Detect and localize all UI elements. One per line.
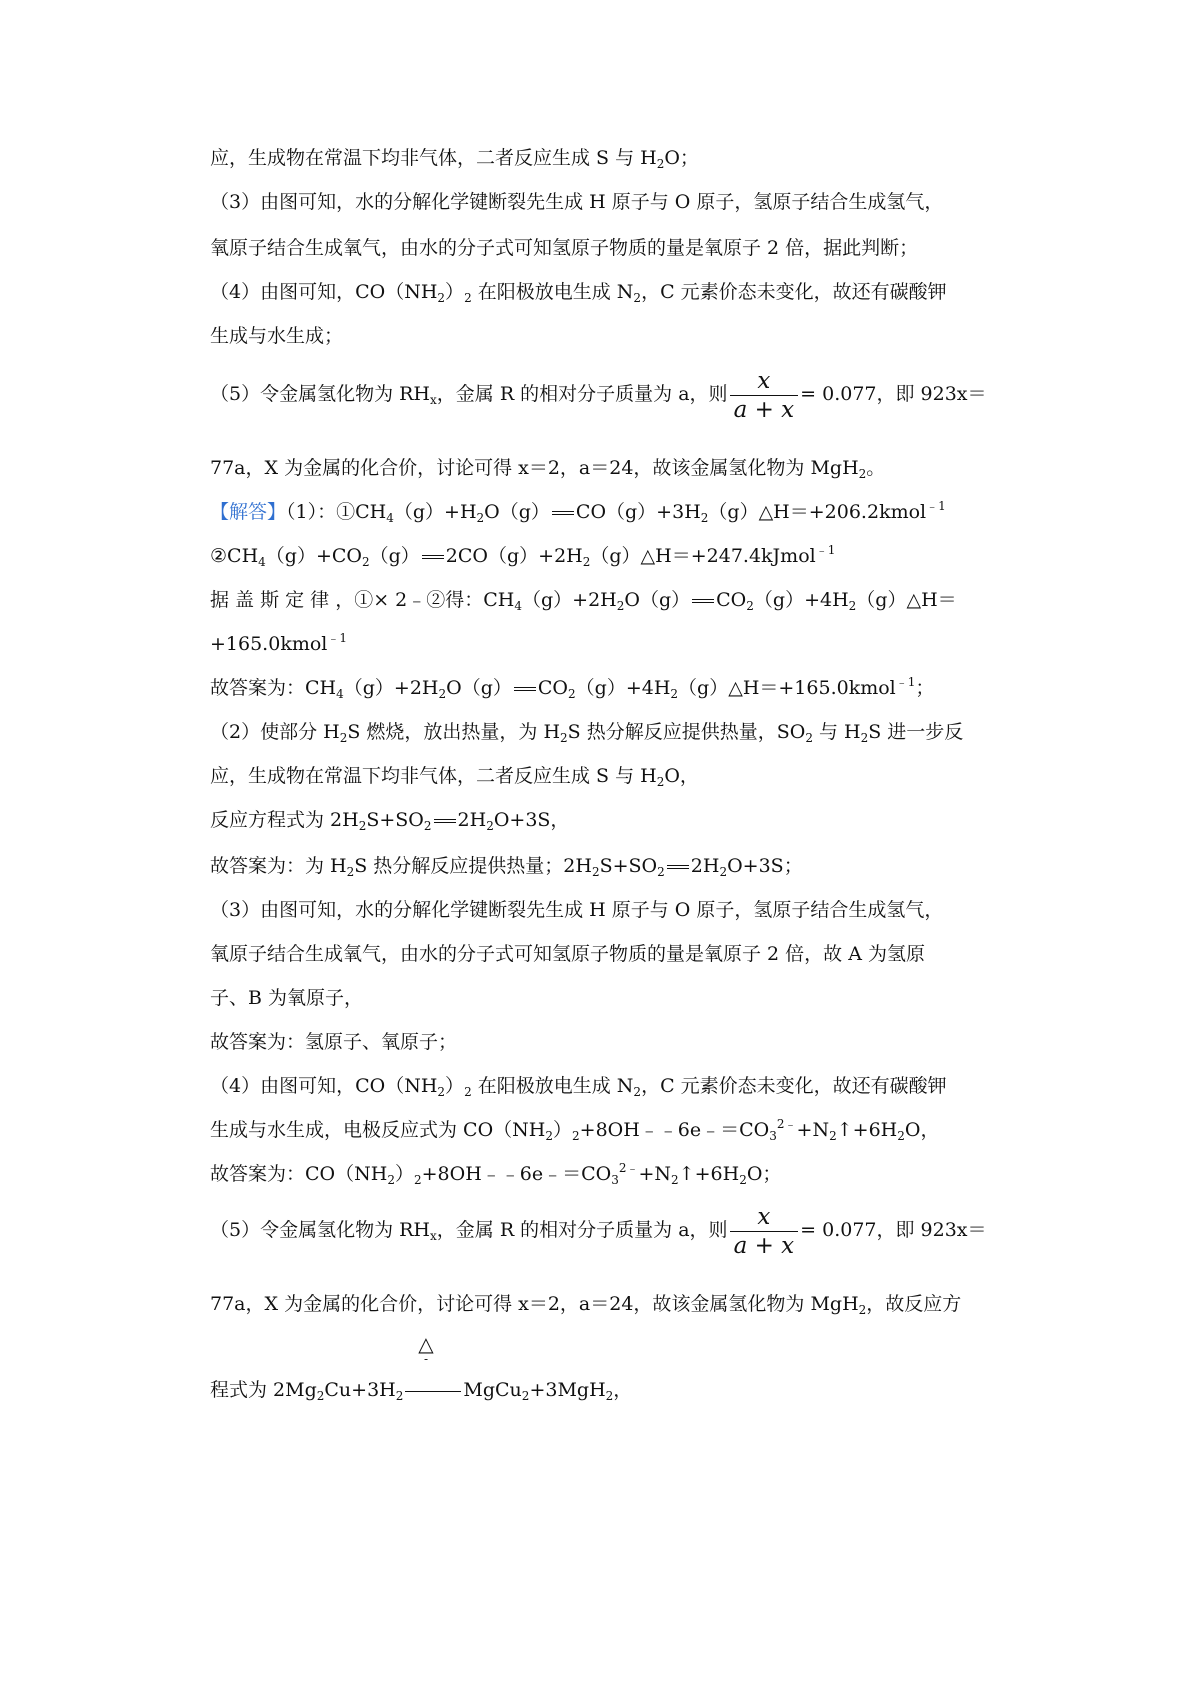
text-line: （2）使部分 $H_2S$ 燃烧，放出热量，为 $H_2S$ 热分解反应提供热量，$SO_2$ 与 $H_2S$ 进一步反 <box>210 721 964 745</box>
text-line: 故答案为：$CO(NH_2)_2+8OH﹣﹣6e﹣=CO_3^{2﹣}+N_2↑+6H_2O$； <box>210 1161 782 1187</box>
fraction-line: （5）令金属氢化物为 $RH_x$，金属 R 的相对分子质量为 a，则 $\frac{x}{a + x}$ = 0.077，即 923x＝ <box>210 1203 987 1259</box>
text-line: 生成与水生成； <box>210 325 344 347</box>
equals-sign <box>667 865 689 869</box>
equals-sign <box>514 687 536 691</box>
text-line: 故答案为：$CH_4(g)+2H_2O(g)$ $CO_2(g)+4H_2(g)\triangle H=+165.0kmol^{﹣1}$； <box>210 675 935 701</box>
text-line: +165.0kmol$^{﹣1}$ <box>210 631 347 655</box>
text-line: 氧原子结合生成氧气，由水的分子式可知氢原子物质的量是氧原子 2 倍，据此判断； <box>210 237 919 259</box>
text-line: 应，生成物在常温下均非气体，二者反应生成 S 与 $H_2O$， <box>210 765 699 789</box>
text-line: 故答案为：氢原子、氧原子； <box>210 1031 458 1053</box>
text-line: 反应方程式为 $2H_2S+SO_2$ $2H_2O+3S$， <box>210 809 570 833</box>
text-line: 程式为 $2Mg_2Cu+3H_2$ MgCu$_2$+3MgH$_2$， <box>210 1379 633 1403</box>
answer-tag: 【解答】 <box>210 501 287 523</box>
fraction-line: （5）令金属氢化物为 $RH_x$，金属 R 的相对分子质量为 a，则 $\frac{x}{a + x}$ = 0.077，即 923x＝ <box>210 367 987 423</box>
text-line: （3）由图可知，水的分解化学键断裂先生成 H 原子与 O 原子，氢原子结合生成氢气， <box>210 899 944 921</box>
text-line: 故答案为：为 $H_2S$ 热分解反应提供热量；$2H_2S+SO_2$ $2H_2O+3S$； <box>210 855 803 879</box>
equals-sign <box>434 819 456 823</box>
equals-sign <box>422 555 444 559</box>
fraction: $\frac{x}{a + x}$ <box>730 367 799 424</box>
text-line: 氧原子结合生成氧气，由水的分子式可知氢原子物质的量是氧原子 2 倍，故 A 为氢原 <box>210 943 925 965</box>
equals-sign <box>692 599 714 603</box>
answer-line: 【解答】（1）：$①CH_4(g)+H_2O(g)$ $CO(g)+3H_2(g)\triangle H=+206.2kmol^{﹣1}$ <box>210 499 946 525</box>
text-line: 据 盖 斯 定 律 ，①× 2﹣②得：$CH_4(g)+2H_2O(g)$ $CO_2(g)+4H_2(g)\triangle H=$ <box>210 589 957 613</box>
text-line: （4）由图可知，$CO(NH_2)_2$ 在阳极放电生成 $N_2$，C 元素价态未变化，故还有碳酸钾 <box>210 1075 947 1099</box>
text-line: （3）由图可知，水的分解化学键断裂先生成 H 原子与 O 原子，氢原子结合生成氢气， <box>210 191 944 213</box>
text-line: 77a，X 为金属的化合价，讨论可得 x＝2，a＝24，故该金属氢化物为 MgH$_2$，故反应方 <box>210 1293 962 1317</box>
text-line: $②CH_4(g)+CO_2(g)$ $2CO(g)+2H_2(g)\triangle H=+247.4kJmol^{﹣1}$ <box>210 543 836 569</box>
fraction: $\frac{x}{a + x}$ <box>730 1203 799 1260</box>
reaction-arrow <box>405 1391 461 1392</box>
text-line: 77a，X 为金属的化合价，讨论可得 x＝2，a＝24，故该金属氢化物为 MgH$_2$。 <box>210 457 886 481</box>
text-line: 子、B 为氧原子， <box>210 987 364 1009</box>
text-line: 生成与水生成，电极反应式为 $CO(NH_2)_2+8OH﹣﹣6e﹣=CO_3^{2﹣}+N_2↑+6H_2O$， <box>210 1117 940 1143</box>
heating-delta-icon: △ - <box>418 1332 434 1366</box>
text-line: （4）由图可知，$CO(NH_2)_2$ 在阳极放电生成 $N_2$，C 元素价态未变化，故还有碳酸钾 <box>210 281 947 305</box>
equals-sign <box>552 511 574 515</box>
text-line: 应，生成物在常温下均非气体，二者反应生成 S 与 $H_2O$； <box>210 147 699 171</box>
